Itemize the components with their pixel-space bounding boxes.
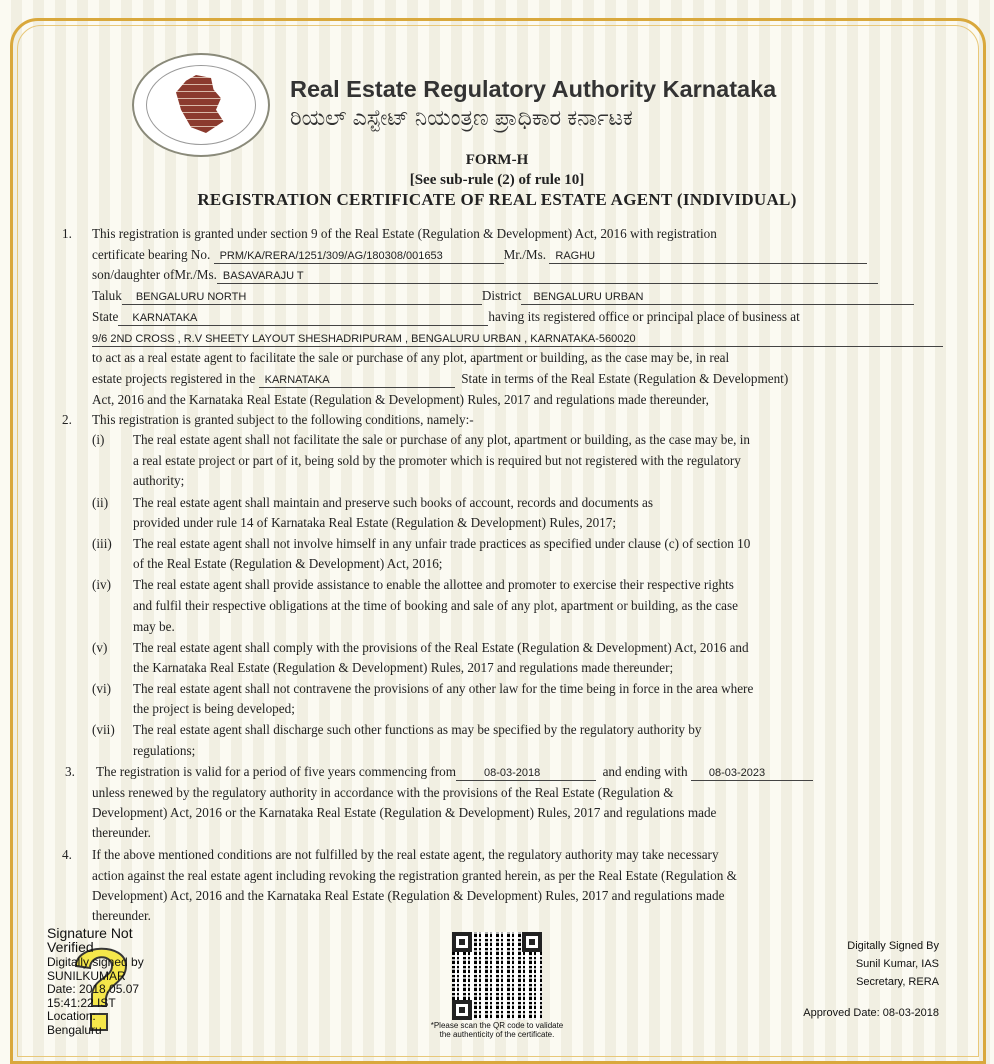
qr-note: *Please scan the QR code to validate the authenticity of the certificate.	[430, 1021, 564, 1039]
qr-code	[452, 932, 542, 1020]
label: The registration is valid for a period of five years commencing from	[96, 764, 456, 779]
condition-text: The real estate agent shall not involve himself in any unfair trade practices as specified under clause (c) of section 10	[133, 536, 751, 551]
condition-text: provided under rule 14 of Karnataka Real Estate (Regulation & Development) Rules, 2017;	[133, 515, 617, 530]
condition-number: (ii)	[92, 495, 109, 510]
condition-text: The real estate agent shall discharge such other functions as may be specified by the regulatory authority by	[133, 722, 702, 737]
label: son/daughter ofMr./Ms.	[92, 267, 217, 282]
district-value: BENGALURU URBAN	[521, 291, 914, 305]
taluk-value: BENGALURU NORTH	[122, 291, 482, 305]
state-value: KARNATAKA	[118, 312, 488, 326]
approved-date: Approved Date: 08-03-2018	[803, 1007, 939, 1019]
item-number: 4.	[62, 847, 72, 862]
condition-text: the Karnataka Real Estate (Regulation & Development) Rules, 2017 and regulations made thereunder;	[133, 660, 674, 675]
signer-block: Digitally Signed By Sunil Kumar, IAS Secretary, RERA	[847, 940, 939, 988]
text-line: This registration is granted under section 9 of the Real Estate (Regulation & Development) Act, 2016 with registration	[92, 226, 717, 241]
condition-text: The real estate agent shall comply with the provisions of the Real Estate (Regulation & Development) Act, 2016 and	[133, 640, 749, 655]
item-number: 2.	[62, 412, 72, 427]
valid-to: 08-03-2023	[691, 767, 813, 781]
authority-title: Real Estate Regulatory Authority Karnataka	[290, 76, 777, 102]
signature-status: Signature Not Verified	[47, 925, 133, 955]
condition-text: The real estate agent shall not facilitate the sale or purchase of any plot, apartment or building, as the case may be, in	[133, 432, 751, 447]
condition-number: (vii)	[92, 722, 115, 737]
condition-text: The real estate agent shall maintain and preserve such books of account, records and documents as	[133, 495, 653, 510]
condition-text: authority;	[133, 473, 185, 488]
parent-name: BASAVARAJU T	[217, 270, 878, 284]
text-line: to act as a real estate agent to facilitate the sale or purchase of any plot, apartment or building, as the case may be, in real	[92, 350, 730, 365]
condition-text: The real estate agent shall provide assistance to enable the allottee and promoter to exercise their respective rights	[133, 577, 734, 592]
condition-text: of the Real Estate (Regulation & Development) Act, 2016;	[133, 556, 443, 571]
valid-from: 08-03-2018	[456, 767, 596, 781]
text-line: If the above mentioned conditions are not fulfilled by the real estate agent, the regulatory authority may take necessary	[92, 847, 719, 862]
form-name: FORM-H	[465, 152, 529, 168]
label: Taluk	[92, 288, 122, 303]
item-number: 1.	[62, 226, 72, 241]
label: State in terms of the Real Estate (Regulation & Development)	[461, 371, 789, 386]
text-line: This registration is granted subject to the following conditions, namely:-	[92, 412, 474, 427]
condition-number: (iii)	[92, 536, 112, 551]
condition-number: (vi)	[92, 681, 112, 696]
text-line: Development) Act, 2016 or the Karnataka Real Estate (Regulation & Development) Rules, 2017 and regulations made	[92, 805, 717, 820]
label: and ending with	[602, 764, 688, 779]
registration-number: PRM/KA/RERA/1251/309/AG/180308/001653	[214, 250, 504, 264]
label: State	[92, 309, 119, 324]
rera-logo	[132, 53, 270, 157]
text-line: unless renewed by the regulatory authority in accordance with the provisions of the Real Estate (Regulation &	[92, 785, 674, 800]
condition-text: The real estate agent shall not contravene the provisions of any other law for the time being in force in the area where	[133, 681, 754, 696]
text-line: Act, 2016 and the Karnataka Real Estate (Regulation & Development) Rules, 2017 and regulations made thereunder,	[92, 392, 709, 407]
condition-number: (iv)	[92, 577, 112, 592]
label: District	[481, 288, 522, 303]
condition-text: and fulfil their respective obligations at the time of booking and sale of any plot, apartment or building, as the case	[133, 598, 738, 613]
text-line: action against the real estate agent including revoking the registration granted herein, as per the Real Estate (Regulation &	[92, 868, 737, 883]
condition-text: may be.	[133, 619, 175, 634]
text-line: Development) Act, 2016 and the Karnataka Real Estate (Regulation & Development) Rules, 2017 and regulations made	[92, 888, 725, 903]
condition-text: a real estate project or part of it, being sold by the promoter which is required but not registered with the regulatory	[133, 453, 741, 468]
text-line: thereunder.	[92, 825, 151, 840]
business-address: 9/6 2ND CROSS , R.V SHEETY LAYOUT SHESHADRIPURAM , BENGALURU URBAN , KARNATAKA-560020	[92, 333, 943, 347]
label: certificate bearing No.	[92, 247, 211, 262]
label: Mr./Ms.	[503, 247, 547, 262]
label: having its registered office or principal place of business at	[488, 309, 800, 324]
condition-text: regulations;	[133, 743, 196, 758]
authority-title-kannada: ರಿಯಲ್ ಎಸ್ಟೇಟ್ ನಿಯಂತ್ರಣ ಪ್ರಾಧಿಕಾರ ಕರ್ನಾಟಕ	[290, 105, 633, 130]
condition-number: (v)	[92, 640, 108, 655]
form-rule: [See sub-rule (2) of rule 10]	[409, 172, 585, 188]
condition-text: the project is being developed;	[133, 701, 295, 716]
certificate-title: REGISTRATION CERTIFICATE OF REAL ESTATE AGENT (INDIVIDUAL)	[197, 190, 797, 209]
digital-signature-block: Digitally signed by SUNILKUMAR Date: 2018.05.07 15:41:22 IST Location: Bengaluru	[47, 955, 144, 1037]
agent-name: RAGHU	[549, 250, 867, 264]
item-number: 3.	[65, 764, 75, 779]
project-state: KARNATAKA	[259, 374, 455, 388]
condition-number: (i)	[92, 432, 105, 447]
label: estate projects registered in the	[92, 371, 256, 386]
text-line: thereunder.	[92, 908, 151, 923]
